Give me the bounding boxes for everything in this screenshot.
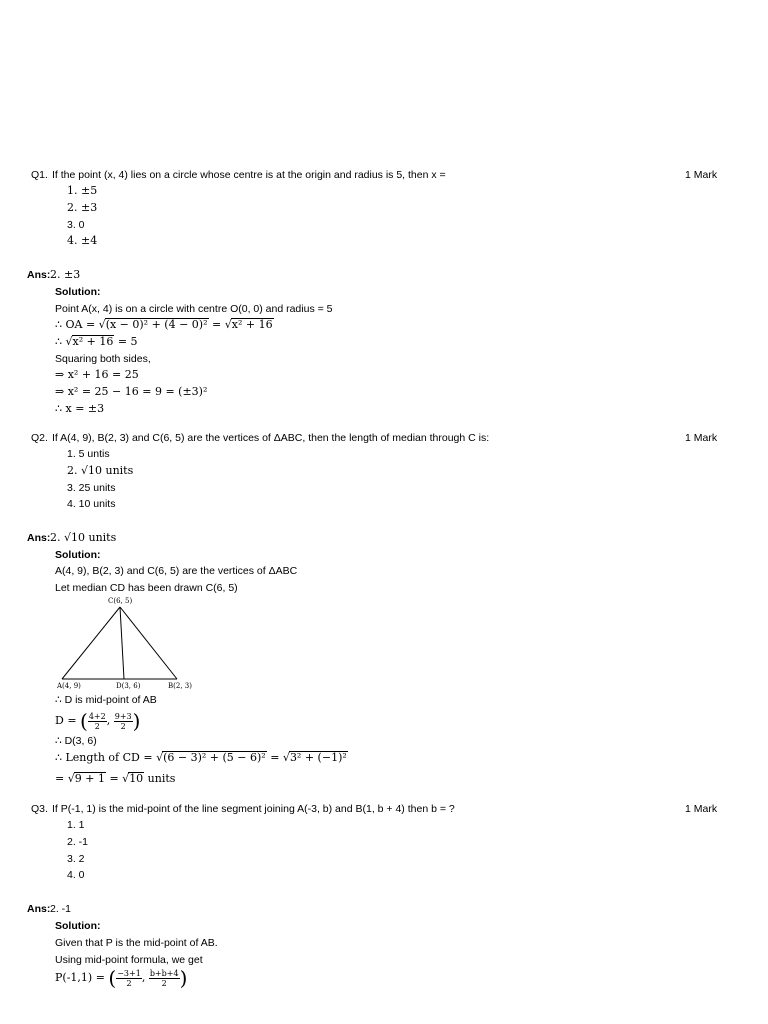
q2-solution-line-3: ∴ D is mid-point of AB xyxy=(55,694,157,706)
q2-option-4: 4. 10 units xyxy=(67,498,116,510)
q1-sol-l2-radicand-2: x² + 16 xyxy=(231,318,273,331)
q3-option-1: 1. 1 xyxy=(67,819,85,831)
fig-label-a: A(4, 9) xyxy=(57,682,81,690)
q1-solution-line-3 xyxy=(55,335,138,349)
frac-2-denominator: 2 xyxy=(120,721,126,731)
q2-solution-line-2: Let median CD has been drawn C(6, 5) xyxy=(55,582,238,594)
q1-answer-value: 2. ±3 xyxy=(50,268,81,281)
q1-solution-line-2 xyxy=(55,318,274,332)
q1-sol-l3-post: = 5 xyxy=(114,335,138,348)
fig-label-b: B(2, 3) xyxy=(168,682,192,690)
q2-sol-l6-radicand-1: (6 − 3)² + (5 − 6)² xyxy=(163,751,266,764)
q3-number: Q3. xyxy=(31,803,48,815)
q1-sol-l3-radicand: x² + 16 xyxy=(72,335,114,348)
q2-sol-l7-radicand-1: 9 + 1 xyxy=(74,772,105,785)
q1-option-2: 2. ±3 xyxy=(67,201,98,214)
q2-sol-l7-mid: = √ xyxy=(105,772,130,785)
fig-median-cd xyxy=(120,607,124,679)
q1-solution-label: Solution: xyxy=(55,286,101,298)
q1-solution-line-1: Point A(x, 4) is on a circle with centre O(0, 0) and radius = 5 xyxy=(55,303,333,315)
q1-answer-label: Ans: xyxy=(27,269,51,281)
triangle-figure xyxy=(52,594,202,694)
q1-marks: 1 Mark xyxy=(685,169,718,181)
q2-sol-l7-radicand-2: 10 xyxy=(129,772,144,785)
q2-solution-line-1: A(4, 9), B(2, 3) and C(6, 5) are the vertices of ΔABC xyxy=(55,565,298,577)
q1-sol-l2-mid: = √ xyxy=(208,318,232,331)
q2-question-text: If A(4, 9), B(2, 3) and C(6, 5) are the vertices of ΔABC, then the length of median through C is: xyxy=(52,432,490,444)
q2-sol-l6-radicand-2: 3² + (−1)² xyxy=(289,751,347,764)
frac-2-numerator: 9+3 xyxy=(114,711,132,721)
q3-option-4: 4. 0 xyxy=(67,869,85,881)
q1-option-3: 3. 0 xyxy=(67,219,85,231)
q3-answer-value: 2. -1 xyxy=(50,903,72,915)
frac-1-numerator: 4+2 xyxy=(88,711,106,721)
fig-side-cb xyxy=(120,607,177,679)
q2-solution-line-6 xyxy=(55,751,348,765)
fig-label-d: D(3, 6) xyxy=(116,682,141,690)
q2-option-3: 3. 25 units xyxy=(67,482,116,494)
q1-option-4: 4. ±4 xyxy=(67,234,98,247)
q2-sol-l7-post: units xyxy=(144,772,176,785)
q3-sol-l3-pre: P(-1,1) = xyxy=(55,971,109,984)
q2-option-2: 2. √10 units xyxy=(67,464,134,477)
q2-sol-l6-pre: ∴ Length of CD = √ xyxy=(55,751,164,764)
q2-number: Q2. xyxy=(31,432,48,444)
q2-answer-label: Ans: xyxy=(27,532,51,544)
q3-question-text: If P(-1, 1) is the mid-point of the line segment joining A(-3, b) and B(1, b + 4) then b = ? xyxy=(52,803,455,815)
q2-sol-l4-pre: D = xyxy=(55,714,81,727)
q1-number: Q1. xyxy=(31,169,48,181)
frac-1-denominator: 2 xyxy=(126,978,132,988)
q1-option-1: 1. ±5 xyxy=(67,184,98,197)
q1-solution-line-6: ⇒ x² = 25 − 16 = 9 = (±3)² xyxy=(55,385,208,398)
frac-2-numerator: b+b+4 xyxy=(149,968,179,978)
q3-solution-line-1: Given that P is the mid-point of AB. xyxy=(55,937,218,949)
q3-solution-label: Solution: xyxy=(55,920,101,932)
frac-1-numerator: −3+1 xyxy=(117,968,141,978)
frac-2-denominator: 2 xyxy=(161,978,167,988)
q1-solution-line-5: ⇒ x² + 16 = 25 xyxy=(55,368,139,381)
fig-label-c: C(6, 5) xyxy=(108,597,133,605)
q1-question-text: If the point (x, 4) lies on a circle whose centre is at the origin and radius is 5, then x = xyxy=(52,169,446,181)
q1-solution-line-7: ∴ x = ±3 xyxy=(55,402,105,415)
q2-solution-line-5: ∴ D(3, 6) xyxy=(55,735,97,747)
q2-sol-l6-mid: = √ xyxy=(266,751,290,764)
q2-marks: 1 Mark xyxy=(685,432,718,444)
q2-solution-line-4: D = ( $\frac{4+2}{2}$ , $\frac{9+3}{2}$ ) xyxy=(55,709,141,733)
fig-side-ca xyxy=(62,607,120,679)
q3-solution-line-3: P(-1,1) = ( $\frac{-3+1}{2}$ , $\frac{b+b+4}{2}$ ) xyxy=(55,966,188,990)
q1-sol-l3-pre: ∴ √ xyxy=(55,335,73,348)
frac-1-denominator: 2 xyxy=(94,721,100,731)
q3-answer-label: Ans: xyxy=(27,903,51,915)
q2-option-1: 1. 5 untis xyxy=(67,448,110,460)
q2-solution-line-7 xyxy=(55,772,175,786)
q1-sol-l2-pre: ∴ OA = √ xyxy=(55,318,106,331)
q3-marks: 1 Mark xyxy=(685,803,718,815)
q3-option-2: 2. -1 xyxy=(67,836,89,848)
q1-solution-line-4: Squaring both sides, xyxy=(55,353,151,365)
q2-solution-label: Solution: xyxy=(55,549,101,561)
q1-sol-l2-radicand-1: (x − 0)² + (4 − 0)² xyxy=(105,318,208,331)
q3-solution-line-2: Using mid-point formula, we get xyxy=(55,954,203,966)
q3-option-3: 3. 2 xyxy=(67,853,85,865)
q2-sol-l7-pre: = √ xyxy=(55,772,75,785)
q2-answer-value: 2. √10 units xyxy=(50,531,117,544)
